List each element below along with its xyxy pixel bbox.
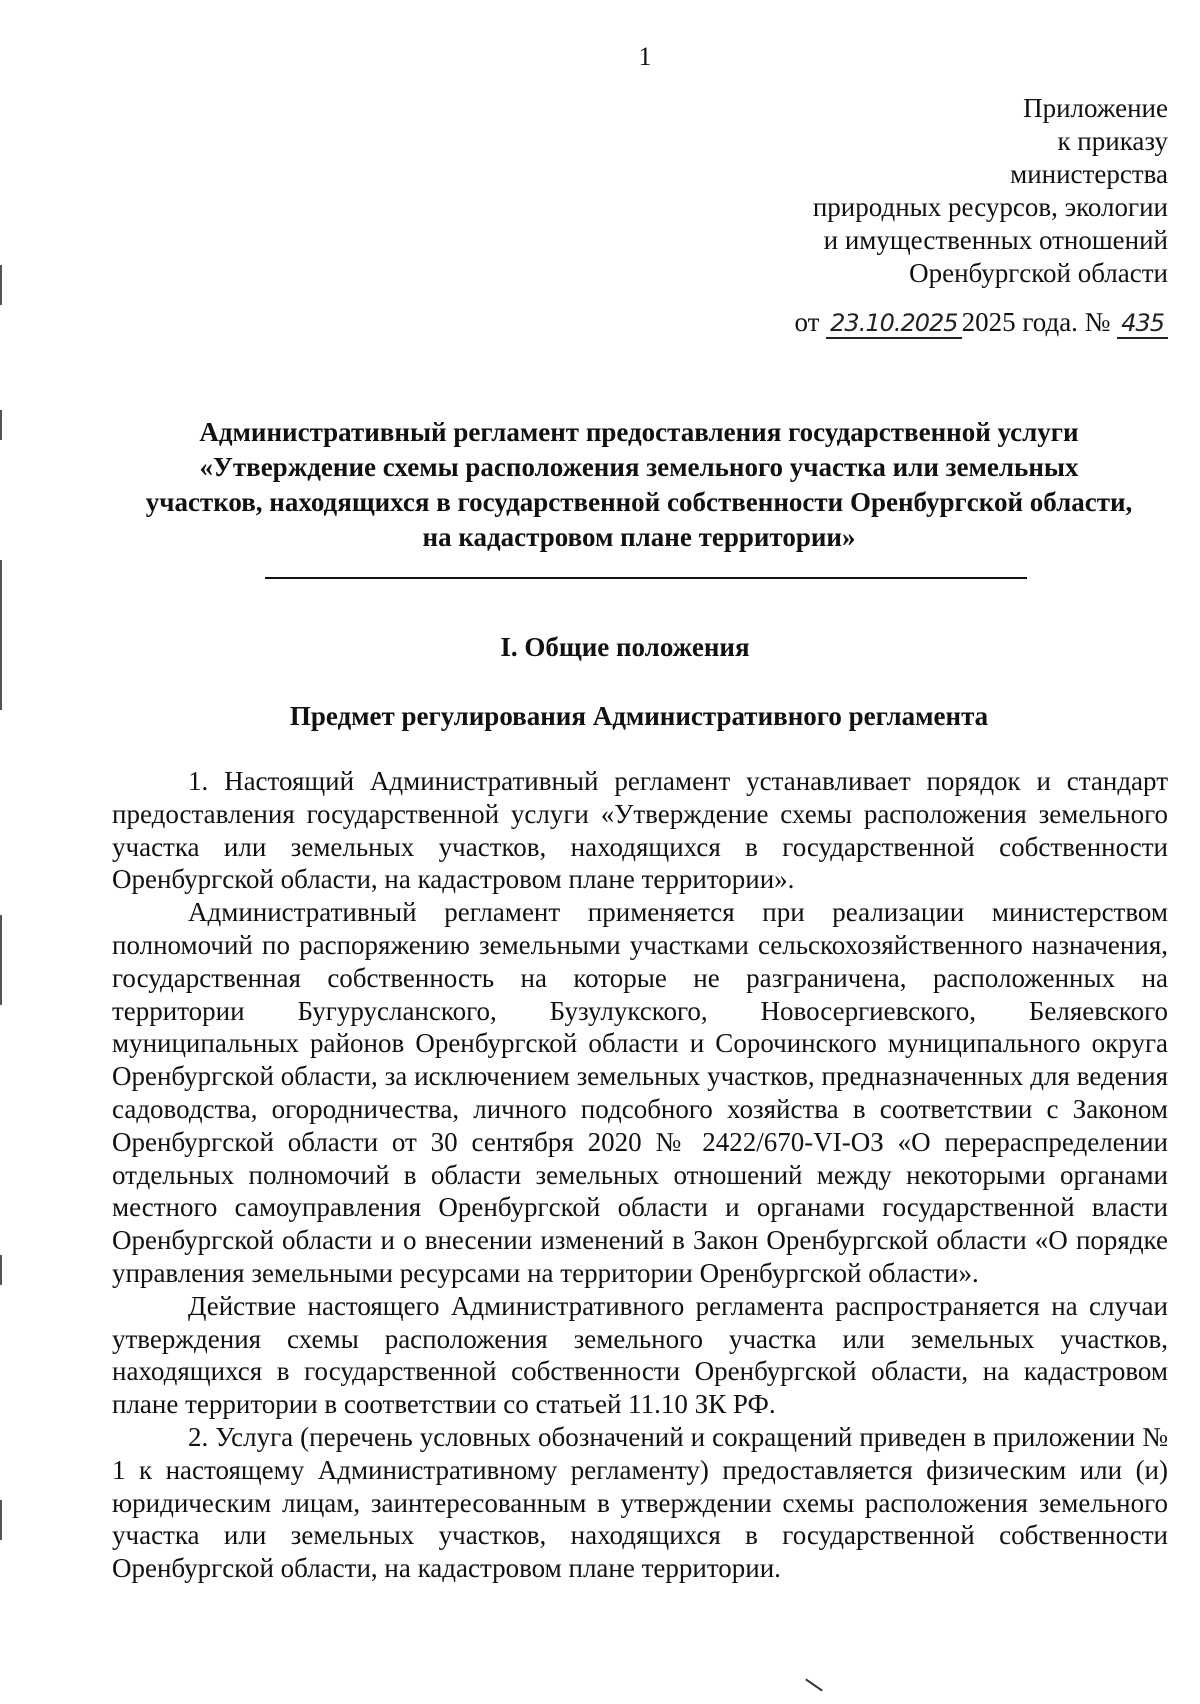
body-text [112, 765, 1168, 1585]
approval-block [568, 92, 1168, 290]
title-line: Административный регламент предоставления государственной услуги [199, 417, 1079, 447]
scan-edge-mark [0, 1500, 2, 1540]
document-title [110, 415, 1168, 555]
handwritten-date: 23.10.2025 [826, 309, 961, 339]
page-number: 1 [638, 42, 652, 71]
paragraph: 1. Настоящий Административный регламент устанавливает порядок и стандарт предоставления государственной услуги «Утверждение схемы расположения земельного участка или земельных участков, находящихся в государственной собственности Оренбургской области, на кадастровом плане территории». [112, 766, 1168, 895]
scan-edge-mark [0, 560, 2, 710]
approval-line: к приказу [1057, 126, 1168, 156]
approval-line: Приложение [1023, 93, 1168, 123]
approval-line: министерства [1010, 159, 1168, 189]
title-line: участков, находящихся в государственной собственности Оренбургской области, [145, 487, 1133, 517]
section-heading: I. Общие положения [500, 632, 750, 662]
title-line: на кадастровом плане территории» [422, 522, 856, 552]
scan-corner-mark [805, 1678, 823, 1691]
scan-edge-mark [0, 1255, 2, 1285]
scan-edge-mark [0, 410, 2, 440]
paragraph: Действие настоящего Административного регламента распространяется на случаи утверждения схемы расположения земельного участка или земельных участков, находящихся в государственной собственности Оренбургской области, на кадастровом плане территории в соответствии со статьей 11.10 ЗК РФ. [112, 1290, 1168, 1420]
title-divider [265, 577, 1027, 579]
date-prefix: от [794, 307, 820, 337]
scan-edge-mark [0, 265, 2, 305]
subsection-heading: Предмет регулирования Административного регламента [289, 701, 989, 731]
title-line: «Утверждение схемы расположения земельного участка или земельных [199, 452, 1079, 482]
approval-line: и имущественных отношений [823, 225, 1168, 255]
approval-line: природных ресурсов, экологии [812, 192, 1168, 222]
paragraph: 2. Услуга (перечень условных обозначений и сокращений приведен в приложении № 1 к настоящему Административному регламенту) предоставляется физическим или (и) юридическим лицам, заинтересованным в утверждении схемы расположения земельного участка или земельных участков, находящихся в государственной собственности Оренбургской области, на кадастровом плане территории. [112, 1421, 1168, 1584]
approval-line: Оренбургской области [909, 258, 1168, 288]
paragraph: Административный регламент применяется при реализации министерством полномочий по распоряжению земельными участками сельскохозяйственного назначения, государственная собственность на которые не разграничена, расположенных на территории Бугурусланского, Бузулукского, Новосергиевского, Беляевского муниципальных районов Оренбургской области и Сорочинского муниципального округа Оренбургской области, за исключением земельных участков, предназначенных для ведения садоводства, огородничества, личного подсобного хозяйства в соответствии с Законом Оренбургской области от 30 сентября 2020 № 2422/670-VI-ОЗ «О перераспределении отдельных полномочий в области земельных отношений между некоторыми органами местного самоуправления Оренбургской области и органами государственной власти Оренбургской области и о внесении изменений в Закон Оренбургской области «О порядке управления земельными ресурсами на территории Оренбургской области». [112, 897, 1168, 1288]
year-text: 2025 года. № [961, 307, 1111, 337]
handwritten-number: 435 [1117, 309, 1168, 339]
order-reference [794, 307, 1168, 339]
scan-edge-mark [0, 915, 2, 1005]
